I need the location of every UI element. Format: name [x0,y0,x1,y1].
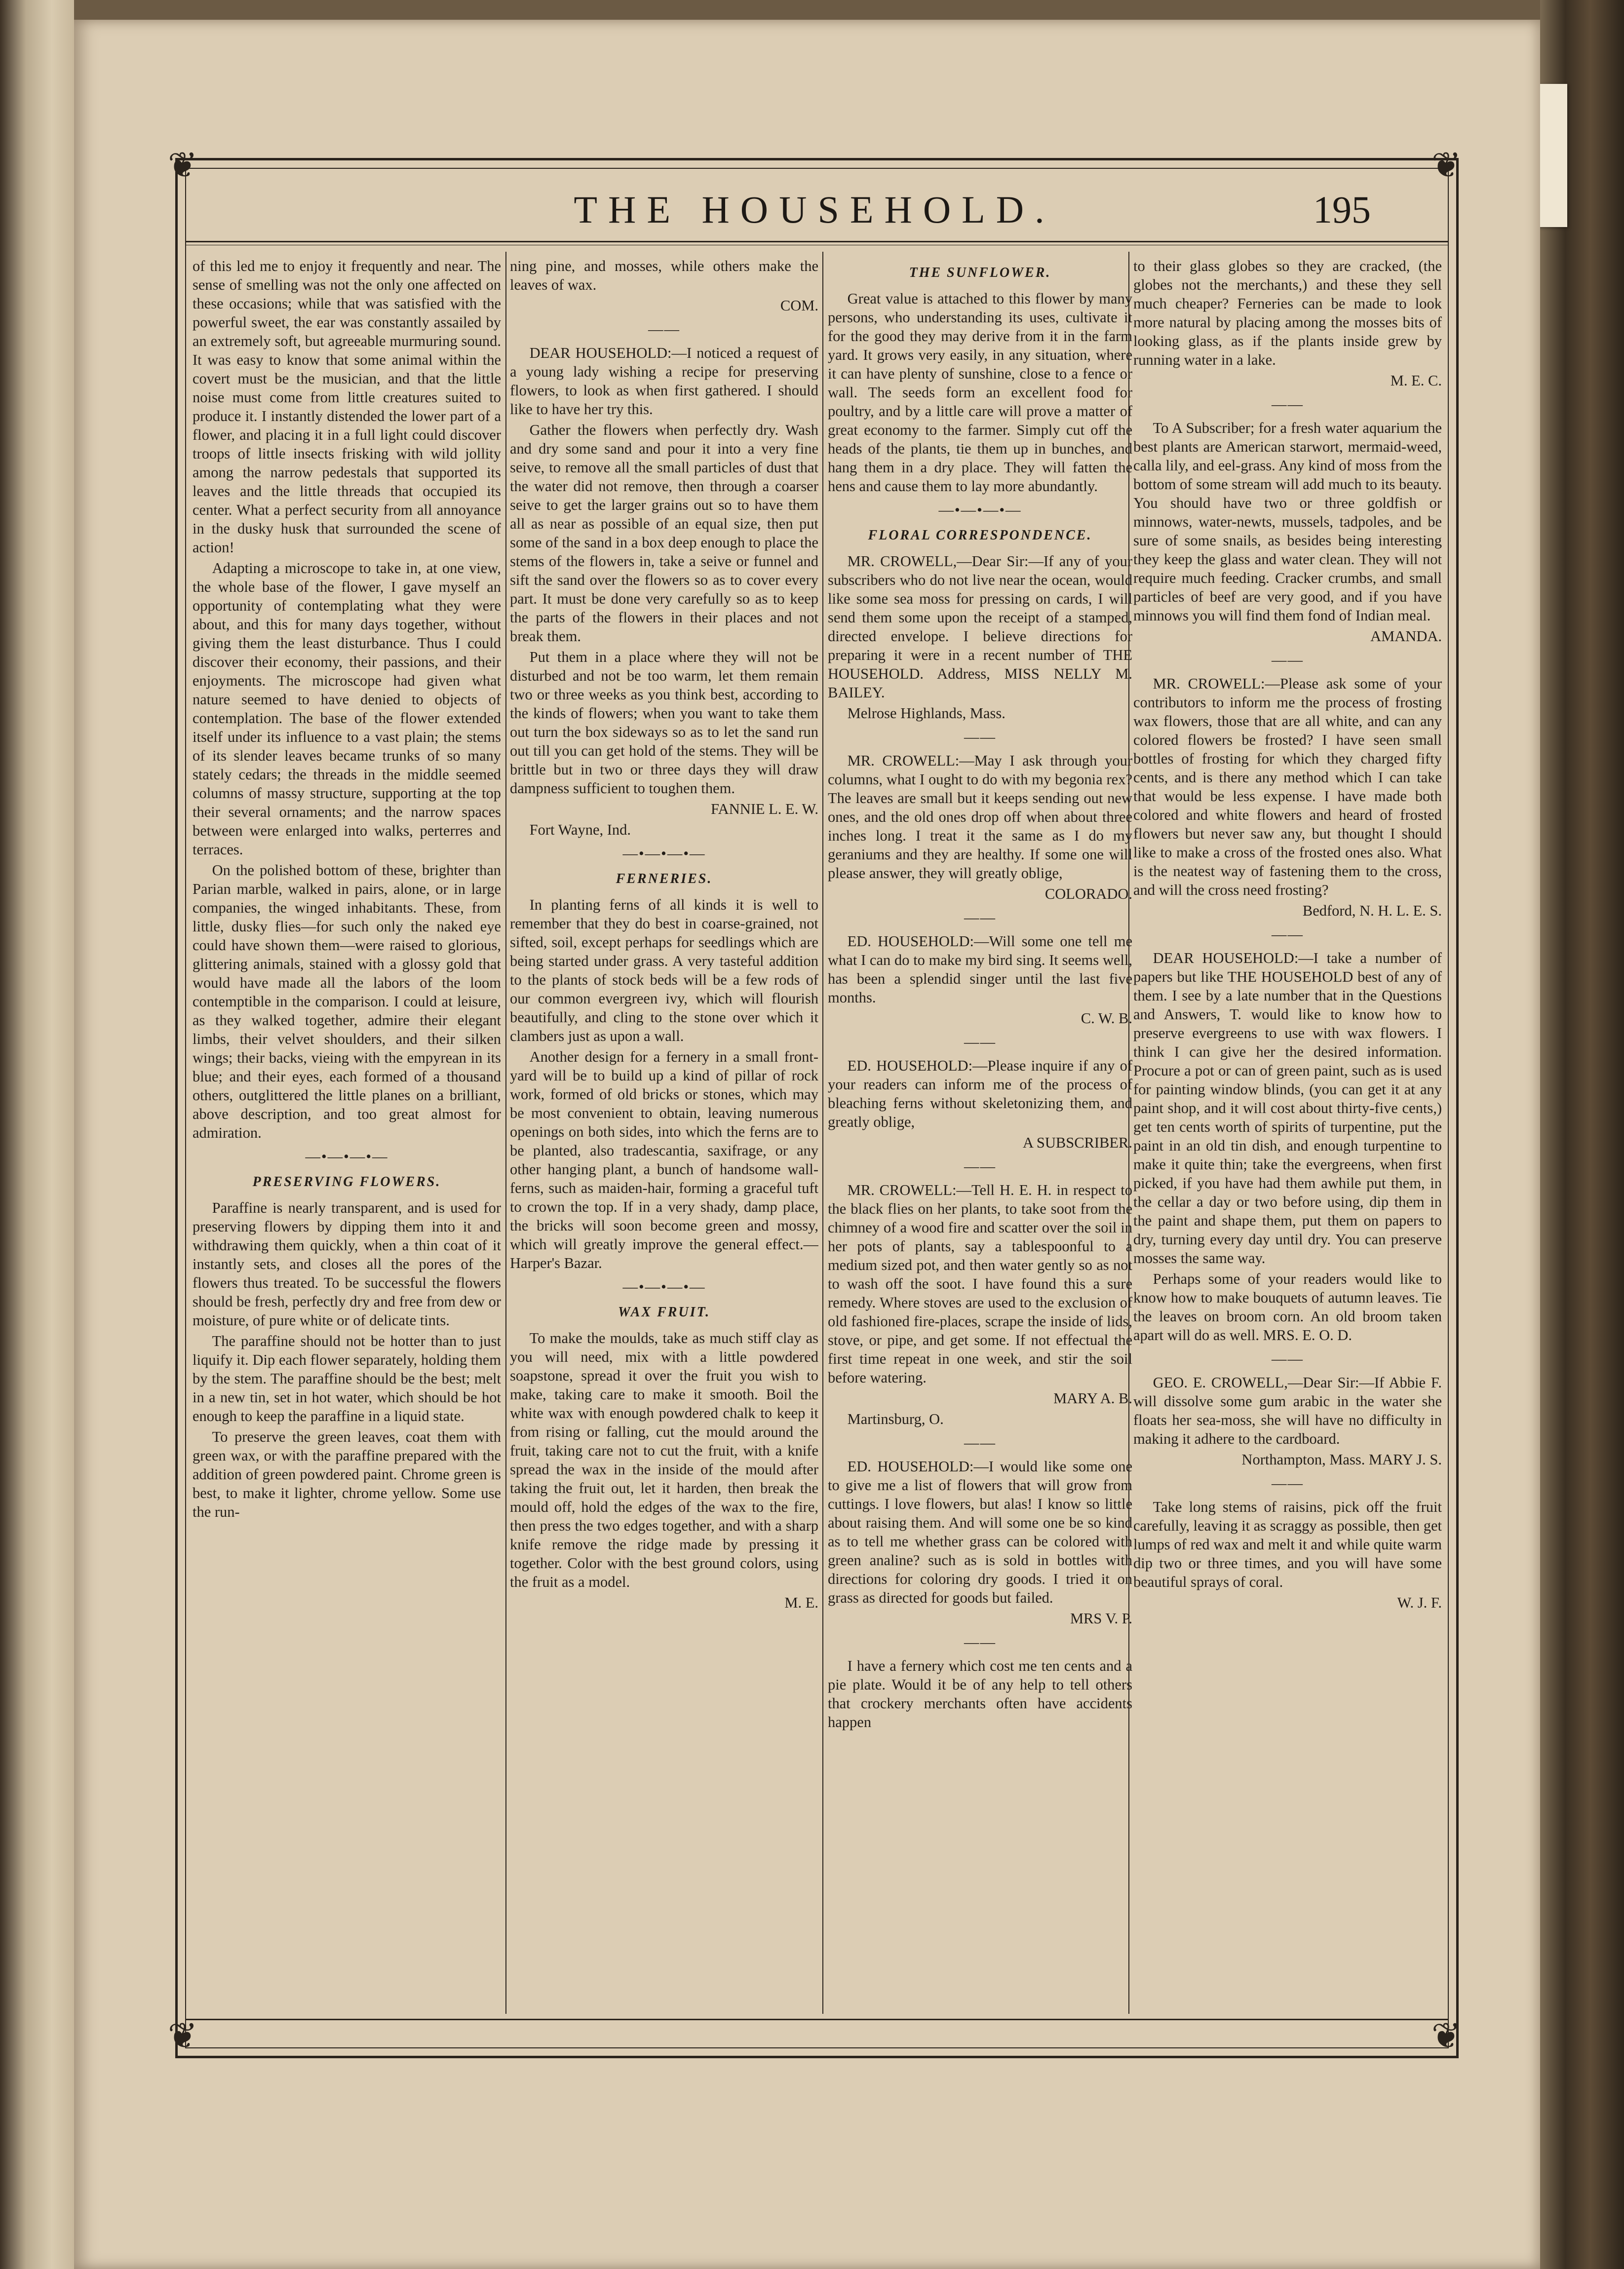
section-separator: —— [964,729,996,745]
page-number: 195 [1313,188,1371,231]
corner-ornament-bottom-right: ❦ [1431,2016,1462,2056]
paragraph: Martinsburg, O. [847,1411,944,1427]
column-2 [510,257,818,2014]
paragraph: MR. CROWELL:—May I ask through your columns, what I ought to do with my begonia rex? The leaves are small but it keeps sending out new ones, and the old ones drop off when about three inches long. I treat it the same as I do my geraniums and they are healthy. If some one will please answer, they will greatly oblige, [828,752,1132,882]
paragraph: DEAR HOUSEHOLD:—I noticed a request of a young lady wishing a recipe for preserving flowers, to look as when first gathered. I should like to have her try this. [510,345,818,418]
signature-line: COLORADO. [1044,885,1132,902]
masthead-rule [185,241,1449,242]
section-separator: —•—•—•— [622,845,706,862]
section-separator: —— [964,1034,996,1050]
section-separator: —•—•—•— [305,1148,388,1165]
corner-ornament-bottom-left: ❦ [167,2016,198,2056]
signature-line: W. J. F. [1397,1594,1442,1611]
column-1 [193,257,501,2014]
signature-line: MARY A. B. [1053,1390,1132,1407]
section-separator: —— [964,909,996,926]
paragraph: GEO. E. CROWELL,—Dear Sir:—If Abbie F. will dissolve some gum arabic in the water she floats her sea-moss, she will have no difficulty in making it adhere to the cardboard. [1133,1374,1442,1447]
signature-line: COM. [780,297,818,314]
corner-ornament-top-left: ❦ [167,146,198,185]
paragraph: Another design for a fernery in a small front-yard will be to build up a kind of pillar of rock work, formed of old bricks or stones, which may be most convenient to obtain, leaving numerous openings on both sides, into which the ferns are to be planted, also tradescantia, saxifrage, or any other hanging plant, a bunch of handsome wall-ferns, such as maiden-hair, forming a graceful tuft to crown the top. If in a very shady, damp place, the bricks will soon become green and mossy, which will greatly improve the general effect.—Harper's Bazar. [510,1048,818,1271]
paragraph: Great value is attached to this flower by many persons, who understanding its uses, cultivate it for the good they may derive from it in the farm yard. It grows very easily, in any situation, where it can have plenty of sunshine, close to a fence or wall. The seeds form an excellent food for poultry, and by a little care will prove a matter of great economy to the farmer. Simply cut off the heads of the plants, tie them up in bunches, and hang them in a dry place. They will fatten the hens and cause them to lay more abundantly. [828,290,1132,495]
paragraph: On the polished bottom of these, brighter than Parian marble, walked in pairs, alone, or in large companies, the winged inhabitants. These, from little, dusky flies—for such only the naked eye could have shown them—were raised to glorious, glittering animals, stained with a glossy gold that would have made all the labors of the loom contemptible in the comparison. I could at leisure, as they walked together, admire their elegant limbs, their velvet shoulders, and their silken wings; their backs, vieing with the empyrean in its blue; and their eyes, each formed of a thousand others, outglittered the little planes on a brilliant, above description, and too great almost for admiration. [193,862,501,1141]
section-separator: —•—•—•— [938,501,1022,518]
paragraph: DEAR HOUSEHOLD:—I take a number of papers but like THE HOUSEHOLD best of any of them. I see by a late number that in the Questions and Answers, T. would like to know how to preserve evergreens to use with wax flowers. I think I can give her the desired information. Procure a pot or can of green paint, such as is used for painting window blinds, (you can get it at any paint shop, and it will cost about thirty-five cents,) get ten cents worth of spirits of turpentine, put the paint in an old tin dish, and enough turpentine to make it quite thin; take the evergreens, when first picked, if you have had them awhile put them, in the cellar a day or two before using, dip them in the paint and shape them, put them on papers to dry, turning every day until dry. You can preserve mosses the same way. [1133,950,1442,1267]
corner-ornament-top-right: ❦ [1431,146,1462,185]
paragraph: To make the moulds, take as much stiff clay as you will need, mix with a little powdered soapstone, spread it over the fruit you wish to make, taking care to make it smooth. Boil the white wax with enough powdered chalk to keep it from rising or falling, cut the mould around the fruit, taking care not to cut the fruit, with a knife spread the wax in the inside of the mould after taking the fruit out, let it harden, then break the mould off, hold the edges of the wax to the fire, then press the two edges together, and with a sharp knife remove the ridge made by pressing it together. Color with the best ground colors, using the fruit as a model. [510,1330,818,1590]
paragraph: Gather the flowers when perfectly dry. Wash and dry some sand and pour it into a very fine seive, to remove all the small particles of dust that the water did not remove, then through a coarser seive to get the larger grains out so to have them all as near as possible of an equal size, then put some of the sand in a box deep enough to place the stems of the flowers in, take a seive or funnel and sift the sand over the flowers so as to cover every part. It must be done very carefully so as to keep the parts of the flowers in their places and not break them. [510,422,818,645]
section-heading: WAX FRUIT. [618,1305,711,1320]
paragraph: Take long stems of raisins, pick off the fruit carefully, leaving it as scraggy as possible, then get lumps of red wax and melt it and while quite warm dip two or three times, and you will have some beautiful sprays of coral. [1133,1499,1442,1590]
section-heading: FLORAL CORRESPONDENCE. [868,528,1092,543]
paragraph: MR. CROWELL:—Tell H. E. H. in respect to the black flies on her plants, to take soot from the chimney of a wood fire and scatter over the soil in her pots of plants, say a tablespoonful to a medium sized pot, and then water gently so as not to wash off the soot. I have found this a sure remedy. Where stoves are used to the exclusion of old fashioned fire-places, scrape the inside of lids, stove, or pipe, and get some. If not effectual the first time repeat in one week, and stir the soil before watering. [828,1182,1132,1386]
footer-rule [185,2019,1449,2020]
paragraph: ED. HOUSEHOLD:—I would like some one to give me a list of flowers that will grow from cuttings. I love flowers, but alas! I know so little about raising them. And will some one be so kind as to tell me whether grass can be colored with green analine? such as is sold in bottles with directions for coloring dry goods. I tried it on grass as directed for goods but failed. [828,1458,1132,1606]
section-separator: —— [1272,1475,1304,1492]
signature-line: A SUBSCRIBER. [1022,1134,1132,1151]
signature-line: MRS V. P. [1070,1610,1132,1627]
paragraph: Adapting a microscope to take in, at one view, the whole base of the flower, I gave myself an opportunity of contemplating what they were about, and this for many days together, without giving them the least disturbance. Thus I could discover their economy, their passions, and their enjoyments. The microscope had given what nature seemed to have denied to objects of contemplation. The base of the flower extended itself under its influence to a vast plain; the stems of its slender leaves became trunks of so many stately cedars; the threads in the middle seemed columns of massy structure, supporting at the top their several ornaments; and the narrow spaces between were enlarged into walks, perterres and terraces. [193,560,501,858]
section-separator: —— [1272,1350,1304,1367]
column-4 [1133,257,1442,2014]
paragraph: ning pine, and mosses, while others make the leaves of wax. [510,258,818,293]
paragraph: of this led me to enjoy it frequently and near. The sense of smelling was not the only one affected on these occasions; while that was satisfied with the powerful sweet, the ear was constantly assailed by an extremely soft, but agreeable murmuring sound. It was easy to know that some animal within the covert must be the musician, and that the little noise must come from little creatures suited to produce it. I instantly distended the lower part of a flower, and placing it in a full light could discover troops of little insects frisking with wild jollity among the narrow pedestals that supported its leaves and the little threads that occupied its center. What a perfect security from all annoyance in the dusky husk that surrounded the scene of action! [193,258,501,556]
section-separator: —— [1272,926,1304,943]
paragraph: In planting ferns of all kinds it is well to remember that they do best in coarse-grained, not sifted, soil, except perhaps for seedlings which are being started under grass. A very tasteful addition to the plants of stock beds will be a few rods of our common evergreen ivy, which will flourish beautifully, and cling to the stone over which it clambers just as upon a wall. [510,896,818,1044]
signature-line: Bedford, N. H. L. E. S. [1302,902,1442,919]
masthead-title: THE HOUSEHOLD. [574,188,1055,231]
section-heading: FERNERIES. [616,871,713,886]
column-3 [828,257,1132,2014]
signature-line: C. W. B. [1081,1010,1132,1027]
paragraph: MR. CROWELL:—Please ask some of your contributors to inform me the process of frosting wax flowers, those that are all white, and can any colored flowers be frosted? I have seen small bottles of frosting for which they charged fifty cents, and is there any method which I can take that would be less expense. I have made both colored and white flowers and heard of frosted flowers but never saw any, but thought I should like to make a cross of the frosted ones also. What is the neatest way of fastening them to the cross, and will the cross need frosting? [1133,675,1442,898]
paragraph: ED. HOUSEHOLD:—Will some one tell me what I can do to make my bird sing. It seems well, has been a splendid singer until the last five months. [828,933,1132,1006]
signature-line: AMANDA. [1370,628,1442,645]
paragraph: Put them in a place where they will not be disturbed and not be too warm, let them remain two or three weeks as you think best, according to the kinds of flowers; when you want to take them out turn the box sideways so as to let the sand run out till you can get hold of the stems. They will be brittle but in two or three days they will draw dampness sufficient to toughen them. [510,649,818,797]
section-heading: PRESERVING FLOWERS. [252,1174,441,1190]
section-separator: —— [964,1158,996,1175]
section-separator: —— [964,1634,996,1651]
paragraph: Paraffine is nearly transparent, and is used for preserving flowers by dipping them into it and withdrawing them quickly, when a thin coat of it instantly sets, and closes all the pores of the flowers thus treated. To be successful the flowers should be fresh, perfectly dry and free from dew or moisture, of pure white or of delicate tints. [193,1199,501,1329]
page-tab-marker [1538,84,1567,227]
column-divider [822,252,823,2014]
section-separator: —— [964,1434,996,1451]
paragraph: to their glass globes so they are cracked, (the globes not the merchants,) and these they sell much cheaper? Ferneries can be made to look more natural by placing among the mosses bits of looking glass, as if the plants inside grew by running water in a lake. [1133,258,1442,368]
paragraph: Perhaps some of your readers would like to know how to make bouquets of autumn leaves. Tie the leaves on broom corn. An old broom taken apart will do as well. MRS. E. O. D. [1133,1270,1442,1344]
book-cover-edge [1540,0,1624,2269]
signature-line: Northampton, Mass. MARY J. S. [1241,1451,1442,1468]
section-separator: —— [1272,396,1304,413]
paragraph: I have a fernery which cost me ten cents and a pie plate. Would it be of any help to tell others that crockery merchants often have accidents happen [828,1657,1132,1731]
section-separator: —— [1272,652,1304,668]
paragraph: To preserve the green leaves, coat them with green wax, or with the paraffine prepared with the addition of green powdered paint. Chrome green is best, to make it lighter, chrome yellow. Some use the run- [193,1428,501,1520]
paragraph: To A Subscriber; for a fresh water aquarium the best plants are American starwort, mermaid-weed, calla lily, and eel-grass. Any kind of moss from the bottom of some stream will add much to its beauty. You should have two or three goldfish or minnows, water-newts, mussels, tadpoles, and be sure of some snails, as besides being interesting they keep the glass and water clean. They will not require much feeding. Cracker crumbs, and small particles of beef are very good, and if you have minnows you will find them fond of Indian meal. [1133,420,1442,624]
paragraph: Fort Wayne, Ind. [529,821,631,838]
paragraph: The paraffine should not be hotter than to just liquify it. Dip each flower separately, holding them by the stem. The paraffine should be the best; melt in a new tin, set in hot water, which should be hot enough to keep the paraffine in a liquid state. [193,1333,501,1424]
paragraph: ED. HOUSEHOLD:—Please inquire if any of your readers can inform me of the process of bleaching ferns without skeletonizing them, and greatly oblige, [828,1057,1132,1130]
paragraph: MR. CROWELL,—Dear Sir:—If any of your subscribers who do not live near the ocean, would like some sea moss for pressing on cards, I will send them some upon the receipt of a stamped, directed envelope. I believe directions for preparing it were in a recent number of THE HOUSEHOLD. Address, MISS NELLY M. BAILEY. [828,553,1132,701]
paragraph: Melrose Highlands, Mass. [847,705,1005,722]
column-divider [505,252,506,2014]
section-heading: THE SUNFLOWER. [909,265,1051,280]
left-page-edge [0,0,74,2269]
section-separator: —— [648,321,680,338]
section-separator: —•—•—•— [622,1278,706,1295]
signature-line: M. E. [784,1594,818,1611]
signature-line: FANNIE L. E. W. [710,801,818,817]
signature-line: M. E. C. [1390,372,1442,389]
